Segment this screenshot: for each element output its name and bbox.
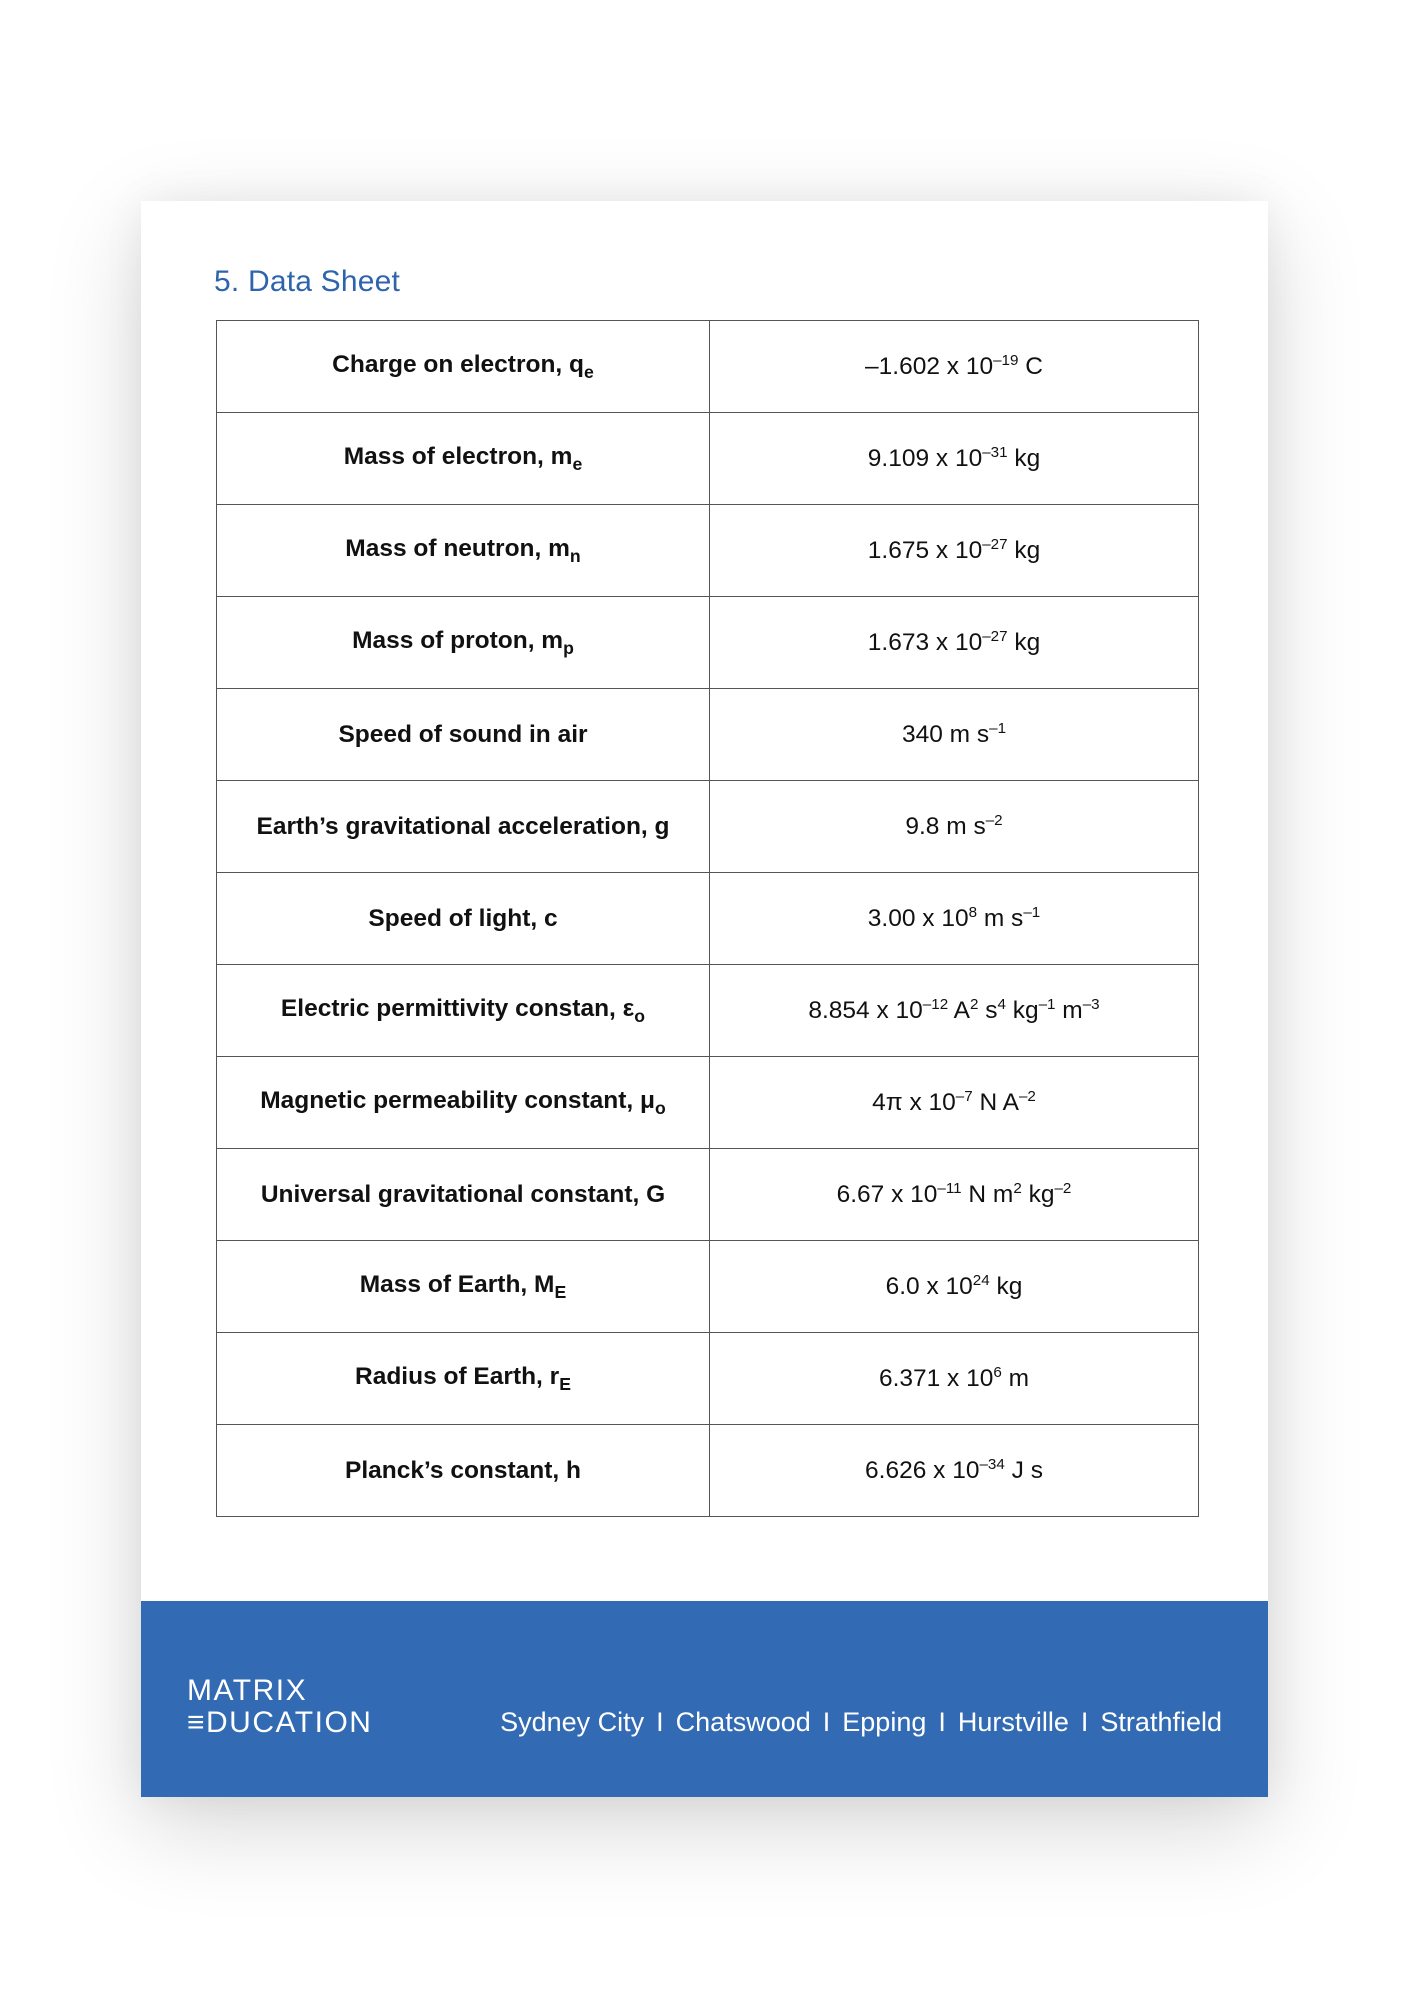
value-exponent: –11 xyxy=(937,1179,962,1197)
footer-banner xyxy=(141,1601,1268,1797)
value-cell xyxy=(710,1241,1199,1333)
value-text: 6.626 x 10 xyxy=(865,1457,980,1485)
value-exponent: –2 xyxy=(1018,1087,1036,1105)
value-cell xyxy=(710,597,1199,689)
table-row xyxy=(217,321,1199,413)
table-row xyxy=(217,1425,1199,1517)
quantity-subscript: o xyxy=(655,1097,666,1118)
value-text: 6.371 x 10 xyxy=(878,1365,994,1393)
quantity-cell xyxy=(217,321,710,413)
quantity-name: Mass of proton, m xyxy=(352,626,564,654)
campus-locations xyxy=(500,1707,1222,1738)
value-cell xyxy=(710,1149,1199,1241)
value-cell xyxy=(710,689,1199,781)
constants-table xyxy=(216,320,1199,1517)
table-row xyxy=(217,413,1199,505)
quantity-name: Electric permittivity constan, ε xyxy=(280,994,635,1022)
value-exponent: –34 xyxy=(979,1455,1005,1473)
value-exponent: 6 xyxy=(993,1363,1002,1381)
quantity-subscript: E xyxy=(559,1373,571,1394)
quantity-name: Speed of sound in air xyxy=(338,720,588,748)
value-text: –1.602 x 10 xyxy=(865,353,994,381)
value-cell xyxy=(710,321,1199,413)
value-exponent: 4 xyxy=(997,995,1006,1013)
quantity-cell xyxy=(217,1149,710,1241)
logo-line-2: ≡DUCATION xyxy=(187,1706,373,1739)
value-exponent: 8 xyxy=(968,903,978,921)
value-text: 6.0 x 10 xyxy=(885,1273,973,1301)
location-epping: Epping xyxy=(842,1707,927,1737)
quantity-name: Earth’s gravitational acceleration, g xyxy=(256,812,670,840)
quantity-name: Speed of light, c xyxy=(368,904,558,932)
value-exponent: –2 xyxy=(1054,1179,1072,1197)
value-text: 9.109 x 10 xyxy=(867,445,983,473)
value-text: 340 m s xyxy=(901,721,990,749)
value-exponent: –12 xyxy=(922,995,949,1013)
quantity-subscript: e xyxy=(584,361,594,382)
constants-table-body xyxy=(217,321,1199,1517)
value-cell xyxy=(710,873,1199,965)
value-text: kg xyxy=(989,1273,1023,1301)
location-separator: I xyxy=(938,1707,946,1737)
value-exponent: –3 xyxy=(1082,995,1100,1013)
quantity-name: Planck’s constant, h xyxy=(345,1456,581,1484)
value-cell xyxy=(710,1333,1199,1425)
table-row xyxy=(217,965,1199,1057)
value-exponent: –7 xyxy=(955,1087,973,1105)
value-cell xyxy=(710,413,1199,505)
value-text: m xyxy=(1001,1365,1030,1393)
value-exponent: 2 xyxy=(969,995,979,1013)
value-text: J s xyxy=(1004,1457,1043,1485)
value-cell xyxy=(710,965,1199,1057)
value-text: N m xyxy=(961,1181,1014,1209)
value-text: 3.00 x 10 xyxy=(867,905,969,933)
value-exponent: –2 xyxy=(985,811,1003,829)
location-separator: I xyxy=(822,1707,831,1737)
value-cell xyxy=(710,505,1199,597)
value-text: 6.67 x 10 xyxy=(836,1181,938,1209)
quantity-cell xyxy=(217,1057,710,1149)
quantity-cell xyxy=(217,965,710,1057)
quantity-subscript: n xyxy=(569,545,581,566)
location-chatswood: Chatswood xyxy=(675,1707,811,1737)
value-text: kg xyxy=(1021,1181,1055,1209)
table-row xyxy=(217,1149,1199,1241)
quantity-name: Magnetic permeability constant, μ xyxy=(260,1086,656,1114)
value-text: m xyxy=(1055,997,1083,1025)
value-text: s xyxy=(978,997,998,1025)
value-text: kg xyxy=(1007,445,1041,473)
value-text: m s xyxy=(977,905,1024,933)
value-cell xyxy=(710,1057,1199,1149)
value-text: kg xyxy=(1007,537,1041,565)
location-separator: I xyxy=(656,1707,664,1737)
quantity-name: Mass of Earth, M xyxy=(359,1270,555,1298)
value-exponent: –27 xyxy=(982,535,1008,553)
quantity-cell xyxy=(217,1241,710,1333)
table-row xyxy=(217,1241,1199,1333)
value-text: N A xyxy=(972,1089,1019,1117)
value-exponent: 24 xyxy=(972,1271,990,1289)
value-cell xyxy=(710,781,1199,873)
location-separator: I xyxy=(1080,1707,1089,1737)
value-text: kg xyxy=(1007,629,1041,657)
quantity-subscript: e xyxy=(572,453,583,474)
quantity-subscript: p xyxy=(563,637,574,658)
table-row xyxy=(217,505,1199,597)
value-cell xyxy=(710,1425,1199,1517)
value-text: 8.854 x 10 xyxy=(808,997,923,1025)
quantity-cell xyxy=(217,689,710,781)
value-text: 1.675 x 10 xyxy=(867,537,983,565)
quantity-cell xyxy=(217,1333,710,1425)
data-sheet-page xyxy=(141,201,1268,1797)
quantity-cell xyxy=(217,781,710,873)
location-sydney-city: Sydney City xyxy=(500,1707,645,1737)
logo-line-1: MATRIX xyxy=(187,1674,308,1707)
value-exponent: –1 xyxy=(1038,995,1056,1013)
value-exponent: –27 xyxy=(982,627,1008,645)
quantity-subscript: o xyxy=(634,1005,646,1026)
quantity-cell xyxy=(217,597,710,689)
quantity-name: Mass of neutron, m xyxy=(345,534,570,562)
location-hurstville: Hurstville xyxy=(957,1707,1069,1737)
value-exponent: –31 xyxy=(982,443,1008,461)
table-row xyxy=(217,1057,1199,1149)
table-row xyxy=(217,781,1199,873)
quantity-name: Radius of Earth, r xyxy=(355,1362,560,1390)
value-text: 9.8 m s xyxy=(905,813,986,841)
value-exponent: 2 xyxy=(1013,1179,1022,1197)
location-strathfield: Strathfield xyxy=(1100,1707,1222,1737)
value-text: A xyxy=(948,997,970,1025)
section-title: 5. Data Sheet xyxy=(214,265,401,298)
quantity-name: Universal gravitational constant, G xyxy=(260,1180,666,1208)
value-text: kg xyxy=(1005,997,1039,1025)
quantity-name: Charge on electron, q xyxy=(332,350,585,378)
quantity-subscript: E xyxy=(554,1281,567,1302)
value-exponent: –1 xyxy=(989,719,1007,737)
quantity-cell xyxy=(217,1425,710,1517)
table-row xyxy=(217,689,1199,781)
value-text: C xyxy=(1018,353,1043,381)
quantity-name: Mass of electron, m xyxy=(343,442,573,470)
quantity-cell xyxy=(217,873,710,965)
matrix-education-logo xyxy=(187,1675,372,1739)
table-row xyxy=(217,873,1199,965)
table-row xyxy=(217,597,1199,689)
value-exponent: –1 xyxy=(1023,903,1041,921)
quantity-cell xyxy=(217,505,710,597)
quantity-cell xyxy=(217,413,710,505)
table-row xyxy=(217,1333,1199,1425)
value-text: 4π x 10 xyxy=(872,1089,956,1117)
value-text: 1.673 x 10 xyxy=(867,629,983,657)
value-exponent: –19 xyxy=(993,351,1019,369)
